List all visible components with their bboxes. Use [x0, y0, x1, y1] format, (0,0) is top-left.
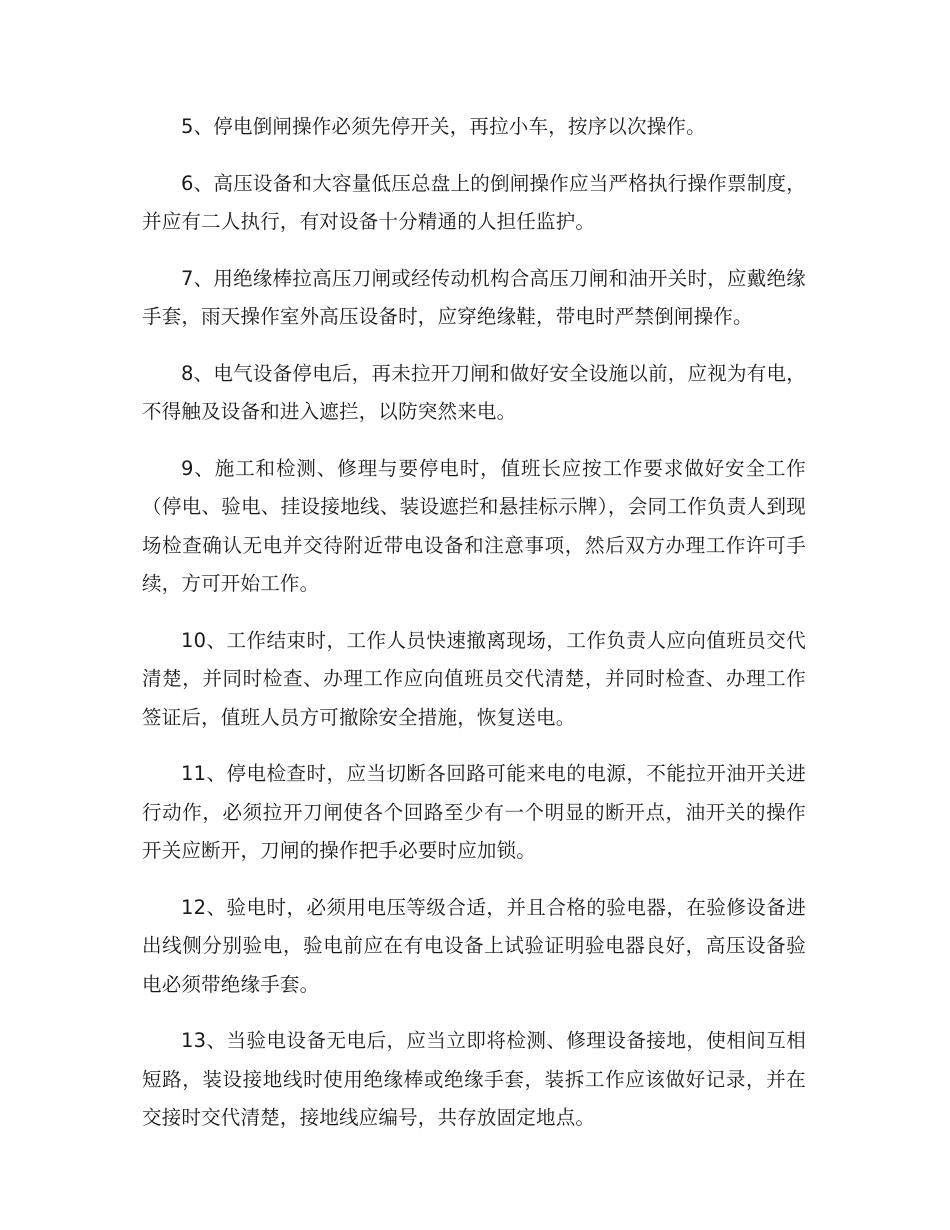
paragraph-item-11: 11、停电检查时，应当切断各回路可能来电的电源，不能拉开油开关进行动作，必须拉开刀闸使各个回路至少有一个明显的断开点，油开关的操作开关应断开，刀闸的操作把手必要时应加锁。	[142, 762, 806, 862]
paragraph-item-5: 5、停电倒闸操作必须先停开关，再拉小车，按序以次操作。	[181, 115, 706, 138]
paragraph-item-9: 9、施工和检测、修理与要停电时，值班长应按工作要求做好安全工作（停电、验电、挂设接地线、装设遮拦和悬挂标示牌），会同工作负责人到现场检查确认无电并交待附近带电设备和注意事项，然后双方办理工作许可手续，方可开始工作。	[142, 456, 806, 595]
paragraph-item-6: 6、高压设备和大容量低压总盘上的倒闸操作应当严格执行操作票制度，并应有二人执行，有对设备十分精通的人担任监护。	[142, 171, 806, 233]
paragraph-item-8: 8、电气设备停电后，再未拉开刀闸和做好安全设施以前，应视为有电，不得触及设备和进入遮拦，以防突然来电。	[142, 361, 806, 423]
paragraph-item-12: 12、验电时，必须用电压等级合适，并且合格的验电器，在验修设备进出线侧分别验电，验电前应在有电设备上试验证明验电器良好，高压设备验电必须带绝缘手套。	[142, 895, 806, 996]
paragraph-item-7: 7、用绝缘棒拉高压刀闸或经传动机构合高压刀闸和油开关时，应戴绝缘手套，雨天操作室外高压设备时，应穿绝缘鞋，带电时严禁倒闸操作。	[142, 266, 806, 328]
paragraph-item-10: 10、工作结束时，工作人员快速撤离现场，工作负责人应向值班员交代清楚，并同时检查、办理工作应向值班员交代清楚，并同时检查、办理工作签证后，值班人员方可撤除安全措施，恢复送电。	[142, 628, 806, 729]
document-body	[142, 108, 806, 1156]
paragraph-item-13: 13、当验电设备无电后，应当立即将检测、修理设备接地，使相间互相短路，装设接地线时使用绝缘棒或绝缘手套，装拆工作应该做好记录，并在交接时交代清楚，接地线应编号，共存放固定地点。	[142, 1029, 806, 1129]
